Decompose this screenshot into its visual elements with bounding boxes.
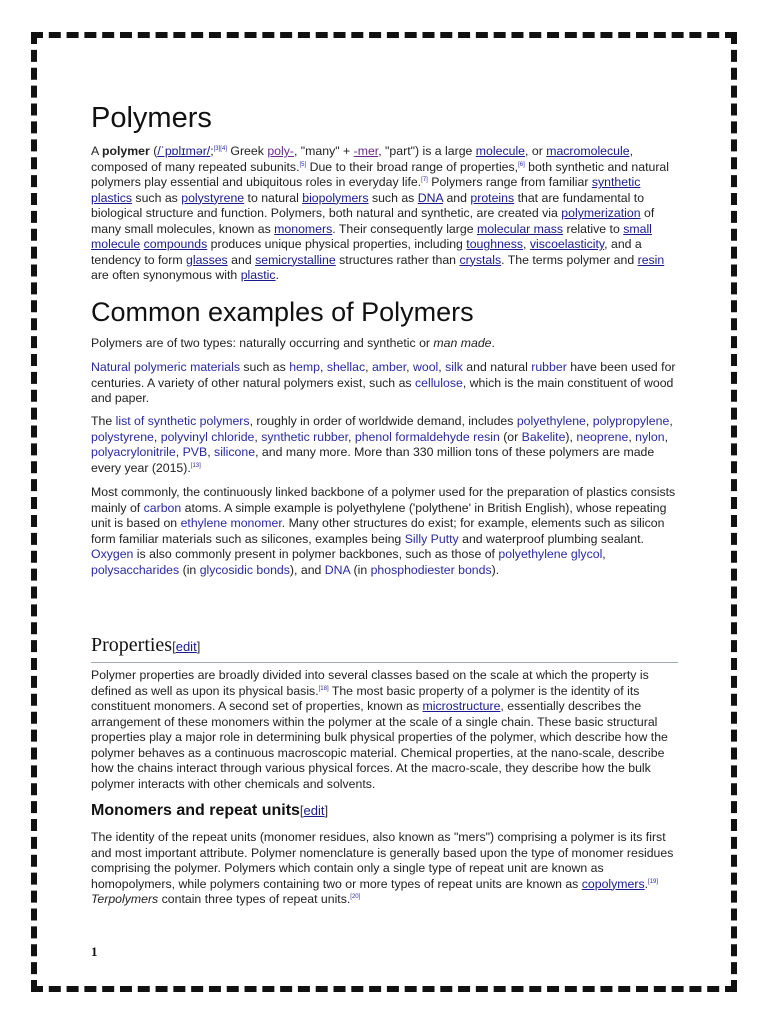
silicone-link[interactable]: silicone <box>214 445 256 459</box>
resin-link[interactable]: resin <box>637 252 665 267</box>
poly-link[interactable]: poly- <box>267 144 294 158</box>
wool-link[interactable]: wool <box>412 360 439 374</box>
intro-paragraph: A polymer (/ˈpɒlɪmər/;[3][4] Greek poly-, "many" + -mer, "part") is a large molecule, or macromolecule, composed of many repeated subunits.[5] Due to their broad range of properties,[6] both synthetic and natural polymers play essential and ubiquitous roles in everyday life.[7] Polymers range from familiar synthetic plastics such as polystyrene to natural biopolymers such as DNA and proteins that are fundamental to biological structure and function. Polymers, both natural and synthetic, are created via polymerization of many small molecules, known as monomers. Their consequently large molecular mass relative to small molecule compounds produces unique physical properties, including toughness, viscoelasticity, and a tendency to form glasses and semicrystalline structures rather than crystals. The terms polymer and resin are often synonymous with plastic. <box>91 144 669 282</box>
types-paragraph: Polymers are of two types: naturally occurring and synthetic or man made. <box>91 336 495 350</box>
polysaccharides-link[interactable]: polysaccharides <box>91 562 180 577</box>
dna-link[interactable]: DNA <box>324 562 351 577</box>
polyvinyl-chloride-link[interactable]: polyvinyl chloride <box>160 429 255 444</box>
page-number: 1 <box>91 944 98 959</box>
molecular-mass-link[interactable]: molecular mass <box>476 221 564 236</box>
shellac-link[interactable]: shellac <box>326 360 366 374</box>
synthetic-plastics-link[interactable]: synthetic plastics <box>91 175 641 205</box>
properties-paragraph: Polymer properties are broadly divided into several classes based on the scale at which the property is defined as well as upon its physical basis.[18] The most basic property of a polymer is the identity of its constituent monomers. A second set of properties, known as microstructure, essentially describes the arrangement of these monomers within the polymer at the scale of a single chain. These basic structural properties play a major role in determining bulk physical properties of the polymer, which describe how the polymer behaves as a continuous macroscopic material. Chemical properties, at the nano-scale, describe how the chains interact through various physical forces. At the macro-scale, they describe how the bulk polymer interacts with other chemicals and solvents. <box>91 668 668 791</box>
proteins-link[interactable]: proteins <box>470 190 515 205</box>
viscoelasticity-link[interactable]: viscoelasticity <box>529 237 605 251</box>
polymerization-link[interactable]: polymerization <box>561 206 641 220</box>
microstructure-link[interactable]: microstructure <box>422 699 501 713</box>
hemp-link[interactable]: hemp <box>289 360 320 374</box>
ref-link[interactable]: [19] <box>648 878 659 885</box>
molecule-link[interactable]: molecule <box>475 144 526 158</box>
ipa-link[interactable]: /ˈpɒlɪmər/ <box>157 144 211 158</box>
edit-section-link: [edit] <box>172 639 201 654</box>
backbone-paragraph: Most commonly, the continuously linked backbone of a polymer used for the preparation of plastics consists mainly of carbon atoms. A simple example is polyethylene ('polythene' in British English), whose repeating unit is based on ethylene monomer. Many other structures do exist; for example, elements such as silicon form familiar materials such as silicones, examples being Silly Putty and waterproof plumbing sealant. Oxygen is also commonly present in polymer backbones, such as those of polyethylene glycol, polysaccharides (in glycosidic bonds), and DNA (in phosphodiester bonds). <box>91 485 676 577</box>
carbon-link[interactable]: carbon <box>143 500 182 515</box>
plastic-link[interactable]: plastic <box>240 268 276 282</box>
copolymers-link[interactable]: copolymers <box>581 876 645 891</box>
mer-link[interactable]: -mer <box>353 144 379 158</box>
polyethylene-glycol-link[interactable]: polyethylene glycol <box>498 547 603 561</box>
ref-link[interactable]: [18] <box>318 685 329 692</box>
pvb-link[interactable]: PVB <box>182 445 208 459</box>
crystals-link[interactable]: crystals <box>459 252 502 267</box>
nylon-link[interactable]: nylon <box>635 429 665 444</box>
phosphodiester-bonds-link[interactable]: phosphodiester bonds <box>370 562 492 577</box>
polypropylene-link[interactable]: polypropylene <box>592 414 670 428</box>
polyacrylonitrile-link[interactable]: polyacrylonitrile <box>91 445 176 459</box>
cellulose-link[interactable]: cellulose <box>414 375 463 390</box>
edit-link[interactable]: edit <box>303 803 325 818</box>
silly-putty-link[interactable]: Silly Putty <box>404 531 459 546</box>
ref-link[interactable]: [7] <box>421 176 428 183</box>
rubber-link[interactable]: rubber <box>531 360 567 374</box>
natural-polymers-paragraph: Natural polymeric materials such as hemp, shellac, amber, wool, silk and natural rubber have been used for centuries. A variety of other natural polymers exist, such as cellulose, which is the main constituent of wood and paper. <box>91 360 676 405</box>
neoprene-link[interactable]: neoprene <box>576 429 629 444</box>
bakelite-link[interactable]: Bakelite <box>521 429 566 444</box>
edit-link[interactable]: edit <box>175 639 197 654</box>
ref-link[interactable]: [13] <box>190 462 201 469</box>
phenol-formaldehyde-resin-link[interactable]: phenol formaldehyde resin <box>354 429 500 444</box>
ethylene-monomer-link[interactable]: ethylene monomer <box>180 516 282 530</box>
toughness-link[interactable]: toughness <box>466 237 524 251</box>
biopolymers-link[interactable]: biopolymers <box>302 190 369 205</box>
dna-link[interactable]: DNA <box>417 190 444 205</box>
macromolecule-link[interactable]: macromolecule <box>546 144 630 158</box>
amber-link[interactable]: amber <box>371 360 407 374</box>
monomers-link[interactable]: monomers <box>274 221 333 236</box>
natural-polymeric-materials-link[interactable]: Natural polymeric materials <box>91 360 240 374</box>
polyethylene-link[interactable]: polyethylene <box>516 414 586 428</box>
oxygen-link[interactable]: Oxygen <box>91 547 134 561</box>
ref-link[interactable]: [20] <box>350 893 361 900</box>
synthetic-polymers-paragraph: The list of synthetic polymers, roughly in order of worldwide demand, includes polyethylene, polypropylene, polystyrene, polyvinyl chloride, synthetic rubber, phenol formaldehyde resin (or Bakelite), neoprene, nylon, polyacrylonitrile, PVB, silicone, and many more. More than 330 million tons of these polymers are made every year (2015).[13] <box>91 414 673 475</box>
ref-link[interactable]: [5] <box>299 161 307 168</box>
page-title: Polymers <box>91 102 212 134</box>
ref-link[interactable]: [3][4] <box>213 145 227 152</box>
ref-link[interactable]: [6] <box>518 161 525 168</box>
monomers-heading: Monomers and repeat units[edit] <box>91 802 329 819</box>
semicrystalline-link[interactable]: semicrystalline <box>255 252 336 267</box>
small-molecule-link[interactable]: small molecule <box>91 221 652 251</box>
glycosidic-bonds-link[interactable]: glycosidic bonds <box>199 562 290 577</box>
synthetic-rubber-link[interactable]: synthetic rubber <box>261 429 349 444</box>
compounds-link[interactable]: compounds <box>143 237 208 251</box>
polystyrene-link[interactable]: polystyrene <box>91 429 154 444</box>
common-examples-heading: Common examples of Polymers <box>91 297 474 327</box>
polystyrene-link[interactable]: polystyrene <box>181 190 245 205</box>
edit-section-link: [edit] <box>299 803 329 818</box>
list-of-synthetic-polymers-link[interactable]: list of synthetic polymers <box>115 414 250 428</box>
silk-link[interactable]: silk <box>445 360 463 374</box>
glasses-link[interactable]: glasses <box>186 252 228 267</box>
monomers-paragraph: The identity of the repeat units (monomer residues, also known as "mers") comprising a polymer is its first and most important attribute. Polymer nomenclature is generally based upon the type of monomer residues comprising the polymer. Polymers which contain only a single type of repeat unit are known as homopolymers, while polymers containing two or more types of repeat units are known as copolymers.[19] Terpolymers contain three types of repeat units.[20] <box>91 830 674 906</box>
properties-heading: Properties[edit] <box>91 633 678 663</box>
